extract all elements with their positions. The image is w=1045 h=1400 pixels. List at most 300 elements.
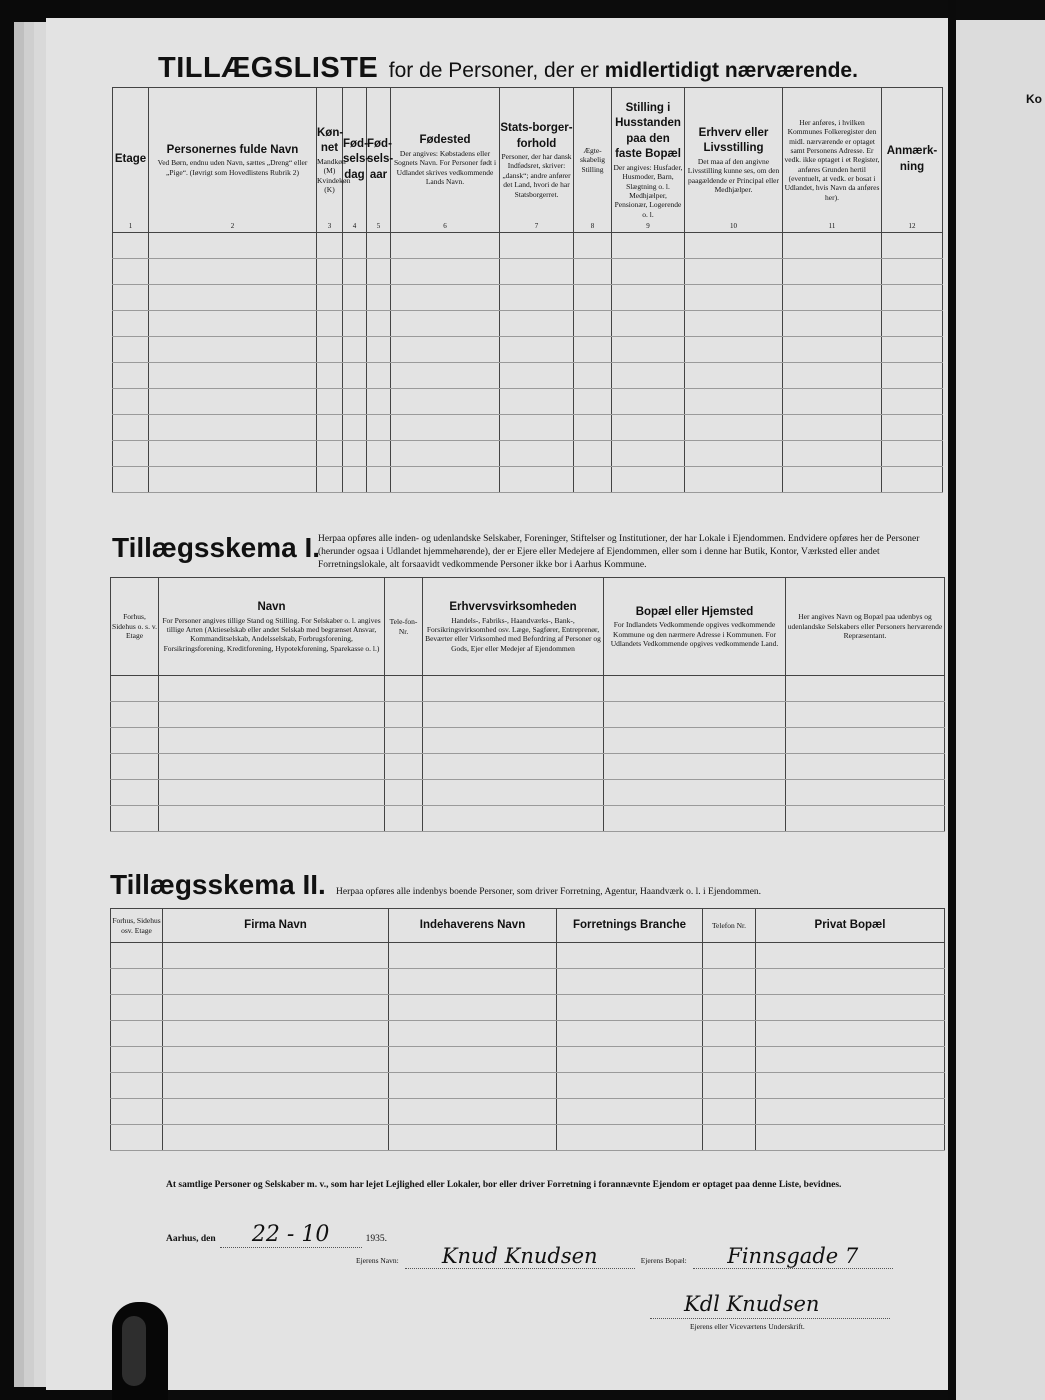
table-cell[interactable] [113,363,149,389]
table-row [113,389,943,415]
table-cell[interactable] [500,259,574,285]
table-cell[interactable] [574,467,612,493]
tillaegsliste-table [112,87,943,493]
page-edge [14,22,24,1387]
table-cell[interactable] [317,467,343,493]
table-cell[interactable] [149,389,317,415]
table-cell[interactable] [574,259,612,285]
table-cell[interactable] [317,311,343,337]
table-cell[interactable] [389,943,557,969]
column-number: 5 [376,222,381,231]
column-header [557,909,703,943]
table-cell[interactable] [786,728,945,754]
column-header-title: Køn-net [317,126,344,155]
table-cell[interactable] [557,1021,703,1047]
table-cell[interactable] [163,995,389,1021]
table-cell[interactable] [882,441,943,467]
table-cell[interactable] [882,311,943,337]
table-cell[interactable] [756,1047,945,1073]
table-cell[interactable] [783,467,882,493]
table-cell[interactable] [783,415,882,441]
table-cell[interactable] [604,728,786,754]
table-cell[interactable] [882,389,943,415]
table-cell[interactable] [604,676,786,702]
table-cell[interactable] [343,259,367,285]
table-cell[interactable] [343,467,367,493]
table-cell[interactable] [113,311,149,337]
table-row [111,1021,945,1047]
table-cell[interactable] [385,806,423,832]
table-cell[interactable] [111,728,159,754]
table-cell[interactable] [391,415,500,441]
table-cell[interactable] [343,389,367,415]
column-header [367,88,394,233]
table-cell[interactable] [385,676,423,702]
table-cell[interactable] [612,337,685,363]
column-header-note: Det maa af den angivne Livsstilling kunne ses, om den paagældende er Principal eller Medhjælper. [687,156,780,194]
table-cell[interactable] [385,780,423,806]
table-cell[interactable] [389,1021,557,1047]
table-cell[interactable] [500,467,574,493]
schema1-description: Herpaa opføres alle inden- og udenlandske Selskaber, Foreninger, Stiftelser og Institutioner, der har Lokale i Ejendommen. Endvidere opføres her de Personer (herunder ogsaa i Udlandet hjemmehørende), der er Ejere eller Medejere af Ejendommen, eller som i denne har Butik, Kontor, Værksted eller andet Forretningslokale, alt forsaavidt vedkommende Personer ikke bor i Aarhus Kommune. [318,534,920,570]
table-cell[interactable] [756,1073,945,1099]
table-cell[interactable] [111,969,163,995]
table-cell[interactable] [703,995,756,1021]
table-row [113,285,943,311]
table-row [111,1073,945,1099]
table-cell[interactable] [756,1099,945,1125]
table-cell[interactable] [604,780,786,806]
table-cell[interactable] [685,441,783,467]
table-cell[interactable] [163,969,389,995]
column-header [159,578,385,676]
column-header-note: Forhus, Sidehus o. s. v. Etage [112,612,157,641]
table-cell[interactable] [159,728,385,754]
table-cell[interactable] [703,969,756,995]
table-cell[interactable] [882,415,943,441]
table-cell[interactable] [783,389,882,415]
table-cell[interactable] [557,1099,703,1125]
table-cell[interactable] [703,1047,756,1073]
table-cell[interactable] [703,943,756,969]
table-cell[interactable] [111,1073,163,1099]
table-cell[interactable] [149,441,317,467]
table-row [111,780,945,806]
table-cell[interactable] [367,363,391,389]
table-cell[interactable] [882,467,943,493]
table-cell[interactable] [111,754,159,780]
table-cell[interactable] [882,233,943,259]
table-cell[interactable] [574,337,612,363]
owner-name-handwritten: Knud Knudsen [405,1244,635,1269]
table-cell[interactable] [557,1125,703,1151]
table-cell[interactable] [783,259,882,285]
table-cell[interactable] [391,233,500,259]
page-edge [34,22,46,1387]
table-cell[interactable] [786,806,945,832]
attestation-text: At samtlige Personer og Selskaber m. v., som har lejet Lejlighed eller Lokaler, bor eller driver Forretning i forannævnte Ejendom er optaget paa denne Liste, bevidnes. [166,1180,842,1190]
table-row [111,702,945,728]
table-cell[interactable] [317,337,343,363]
column-header-note: Handels-, Fabriks-, Haandværks-, Bank-, Forsikringsvirksomhed osv. Læge, Sagfører, Entreprenør, Beværter eller Virksomhed med Befordring af Personer og Gods, Ejer eller Medejer af Ejendommen [425,615,601,653]
table-cell[interactable] [612,441,685,467]
table-cell[interactable] [385,754,423,780]
table-cell[interactable] [612,467,685,493]
year-label: 1935. [365,1234,387,1244]
table-cell[interactable] [113,389,149,415]
table-cell[interactable] [389,1073,557,1099]
schema1-title: Tillægsskema I. [112,532,321,563]
column-header-title: Erhvervsvirksomheden [449,600,577,613]
table-row [113,337,943,363]
owner-address-handwritten: Finnsgade 7 [693,1244,893,1269]
table-cell[interactable] [149,415,317,441]
column-header [500,88,574,233]
schema1-table [110,577,945,832]
table-cell[interactable] [756,1125,945,1151]
column-number: 10 [730,222,737,231]
table-cell[interactable] [685,363,783,389]
table-cell[interactable] [159,754,385,780]
table-cell[interactable] [574,233,612,259]
table-cell[interactable] [111,806,159,832]
table-cell[interactable] [604,702,786,728]
table-cell[interactable] [113,337,149,363]
table-cell[interactable] [367,233,391,259]
binder-clip [112,1302,168,1400]
table-cell[interactable] [882,337,943,363]
schema2-table [110,908,945,1151]
table-cell[interactable] [500,311,574,337]
table-cell[interactable] [149,259,317,285]
table-cell[interactable] [389,969,557,995]
date-line [166,1222,387,1248]
table-cell[interactable] [391,467,500,493]
table-row [113,233,943,259]
table-cell[interactable] [113,233,149,259]
table-cell[interactable] [703,1073,756,1099]
column-number: 12 [908,222,916,231]
signature-label: Ejerens eller Viceværtens Underskrift. [690,1322,805,1331]
table-cell[interactable] [111,1047,163,1073]
column-header-title: Indehaverens Navn [419,918,526,931]
table-cell[interactable] [113,467,149,493]
table-row [111,728,945,754]
table-cell[interactable] [159,676,385,702]
table-cell[interactable] [882,363,943,389]
table-cell[interactable] [783,233,882,259]
column-header-title: Bopæl eller Hjemsted [635,605,754,618]
table-cell[interactable] [500,415,574,441]
column-header [385,578,423,676]
table-cell[interactable] [557,1073,703,1099]
table-cell[interactable] [163,943,389,969]
table-cell[interactable] [685,337,783,363]
table-cell[interactable] [317,389,343,415]
table-cell[interactable] [391,337,500,363]
table-cell[interactable] [149,233,317,259]
table-cell[interactable] [343,311,367,337]
column-header [389,909,557,943]
schema2-title: Tillægsskema II. [110,869,326,900]
table-cell[interactable] [317,415,343,441]
next-page-fragment: Ko [1026,92,1042,106]
table-cell[interactable] [756,969,945,995]
table-cell[interactable] [389,995,557,1021]
owner-line [356,1244,899,1269]
table-cell[interactable] [343,233,367,259]
column-header-note: Her anføres, i hvilken Kommunes Folkeregister den midl. nærværende er optaget samt Personens Adresse. Er vedk. ikke optaget i et Register, anføres Grunden hertil (eventuelt, at vedk. er bosat i Udlandet, hvis Navn da anføres her). [784,117,880,202]
table-cell[interactable] [163,1021,389,1047]
column-header-title: Fød-sels-dag [343,137,370,181]
table-cell[interactable] [149,363,317,389]
column-header [111,909,163,943]
signature-line [650,1318,890,1319]
column-header-title: Stats-borger-forhold [500,122,573,150]
column-header-note: For Indlandets Vedkommende opgives vedkommende Kommune og den nærmere Adresse i Kommunen. For Udlandets Vedkommende opgives vedkommende Land. [610,620,779,648]
table-row [111,1099,945,1125]
table-cell[interactable] [343,415,367,441]
table-cell[interactable] [343,337,367,363]
table-cell[interactable] [149,337,317,363]
column-header [882,88,943,233]
table-cell[interactable] [612,363,685,389]
table-cell[interactable] [500,233,574,259]
table-cell[interactable] [612,285,685,311]
table-cell[interactable] [783,441,882,467]
table-cell[interactable] [574,415,612,441]
column-header [786,578,945,676]
column-number: 1 [128,222,133,231]
table-cell[interactable] [343,441,367,467]
table-cell[interactable] [163,1099,389,1125]
table-cell[interactable] [604,754,786,780]
table-row [113,441,943,467]
table-cell[interactable] [113,285,149,311]
schema2-description: Herpaa opføres alle indenbys boende Personer, som driver Forretning, Agentur, Haandværk o. l. i Ejendommen. [336,887,762,897]
table-cell[interactable] [149,285,317,311]
table-cell[interactable] [111,676,159,702]
table-cell[interactable] [685,415,783,441]
table-cell[interactable] [389,1125,557,1151]
table-cell[interactable] [385,728,423,754]
column-number: 4 [352,222,357,231]
table-cell[interactable] [685,467,783,493]
table-cell[interactable] [391,363,500,389]
column-number: 7 [534,222,539,231]
table-cell[interactable] [882,285,943,311]
table-row [111,1047,945,1073]
table-cell[interactable] [391,259,500,285]
table-cell[interactable] [685,285,783,311]
table-cell[interactable] [113,259,149,285]
table-cell[interactable] [786,754,945,780]
column-header [391,88,500,233]
column-header-title: Privat Bopæl [814,918,886,931]
table-cell[interactable] [500,389,574,415]
table-cell[interactable] [685,311,783,337]
table-cell[interactable] [574,441,612,467]
column-header-title: Erhverv eller Livsstilling [698,126,769,155]
table-cell[interactable] [557,1047,703,1073]
table-cell[interactable] [385,702,423,728]
table-cell[interactable] [391,389,500,415]
table-cell[interactable] [367,285,391,311]
column-header [604,578,786,676]
table-cell[interactable] [159,806,385,832]
column-header-title: Navn [257,600,286,613]
table-cell[interactable] [612,389,685,415]
table-cell[interactable] [786,780,945,806]
table-cell[interactable] [111,702,159,728]
title-subtitle [389,59,858,82]
table-cell[interactable] [423,754,604,780]
table-cell[interactable] [574,389,612,415]
table-cell[interactable] [574,311,612,337]
table-cell[interactable] [604,806,786,832]
table-cell[interactable] [783,311,882,337]
table-cell[interactable] [317,233,343,259]
column-header [756,909,945,943]
table-cell[interactable] [685,233,783,259]
table-cell[interactable] [500,441,574,467]
table-row [111,754,945,780]
table-cell[interactable] [367,467,391,493]
table-cell[interactable] [111,995,163,1021]
table-cell[interactable] [111,1099,163,1125]
attestation-statement [166,1180,841,1190]
table-cell[interactable] [612,415,685,441]
date-handwritten: 22 - 10 [220,1222,362,1248]
table-cell[interactable] [149,467,317,493]
column-header [343,88,370,233]
table-cell[interactable] [159,780,385,806]
column-header-note: Forhus, Sidehus osv. Etage [112,916,161,935]
table-cell[interactable] [111,780,159,806]
table-cell[interactable] [367,441,391,467]
table-cell[interactable] [557,995,703,1021]
table-cell[interactable] [389,1099,557,1125]
table-cell[interactable] [367,337,391,363]
table-cell[interactable] [389,1047,557,1073]
column-header [574,88,612,233]
table-cell[interactable] [391,441,500,467]
table-cell[interactable] [557,969,703,995]
table-cell[interactable] [423,806,604,832]
table-cell[interactable] [500,363,574,389]
table-cell[interactable] [111,943,163,969]
table-cell[interactable] [163,1073,389,1099]
table-cell[interactable] [786,676,945,702]
table-cell[interactable] [423,728,604,754]
column-header-note: Ved Børn, endnu uden Navn, sættes „Dreng“ eller „Pige“. (Iøvrigt som Hovedlistens Rubrik 2) [157,158,308,177]
column-header [149,88,317,233]
table-row [113,259,943,285]
table-cell[interactable] [391,311,500,337]
table-cell[interactable] [703,1125,756,1151]
table-cell[interactable] [574,285,612,311]
table-cell[interactable] [756,1021,945,1047]
title-subtitle-bold: midlertidigt nærværende. [604,59,858,82]
column-header-title: Personernes fulde Navn [166,143,299,156]
column-number: 8 [590,222,595,231]
table-cell[interactable] [500,285,574,311]
table-row [113,311,943,337]
table-cell[interactable] [163,1047,389,1073]
table-row [111,676,945,702]
table-cell[interactable] [343,285,367,311]
table-cell[interactable] [612,311,685,337]
table-cell[interactable] [149,311,317,337]
table-cell[interactable] [612,259,685,285]
table-cell[interactable] [756,943,945,969]
column-header-note: Personer, der har dansk Indfødsret, skriver: „dansk“; andre anfører det Land, hvori de har Statsborgerret. [501,152,572,199]
table-cell[interactable] [163,1125,389,1151]
table-cell[interactable] [111,1125,163,1151]
table-cell[interactable] [882,259,943,285]
column-header [612,88,685,233]
column-header-title: Anmærk-ning [886,145,938,173]
table-cell[interactable] [317,363,343,389]
table-cell[interactable] [557,943,703,969]
table-cell[interactable] [317,259,343,285]
table-cell[interactable] [703,1021,756,1047]
column-header-title: Fød-sels-aar [367,137,394,181]
table-cell[interactable] [685,259,783,285]
table-row [111,995,945,1021]
table-cell[interactable] [423,676,604,702]
table-cell[interactable] [612,233,685,259]
column-header-note: Telefon Nr. [711,920,747,930]
table-cell[interactable] [786,702,945,728]
table-cell[interactable] [367,259,391,285]
table-cell[interactable] [703,1099,756,1125]
table-row [111,1125,945,1151]
table-cell[interactable] [367,415,391,441]
next-page [956,20,1045,1400]
owner-address-label: Ejerens Bopæl: [640,1256,687,1265]
table-cell[interactable] [423,780,604,806]
table-cell[interactable] [113,415,149,441]
table-cell[interactable] [343,363,367,389]
column-header-note: Der angives: Husfader, Husmoder, Barn, Slægtning o. l. Medhjælper, Pensionær, Logerende o. l. [613,162,683,219]
column-header-title: Fødested [419,134,471,147]
table-cell[interactable] [783,285,882,311]
table-cell[interactable] [783,337,882,363]
table-cell[interactable] [317,441,343,467]
title-subtitle-text: for de Personer, der er [388,59,599,82]
table-cell[interactable] [111,1021,163,1047]
table-cell[interactable] [159,702,385,728]
table-cell[interactable] [113,441,149,467]
table-cell[interactable] [367,389,391,415]
page-edge [24,22,34,1387]
table-cell[interactable] [500,337,574,363]
table-cell[interactable] [317,285,343,311]
column-header-title: Forretnings Branche [572,918,687,931]
owner-name-label: Ejerens Navn: [356,1256,399,1265]
table-cell[interactable] [367,311,391,337]
page-title [158,52,858,85]
column-number: 11 [828,222,836,231]
table-cell[interactable] [685,389,783,415]
table-cell[interactable] [574,363,612,389]
table-cell[interactable] [756,995,945,1021]
table-cell[interactable] [423,702,604,728]
table-row [111,969,945,995]
table-cell[interactable] [783,363,882,389]
table-cell[interactable] [391,285,500,311]
